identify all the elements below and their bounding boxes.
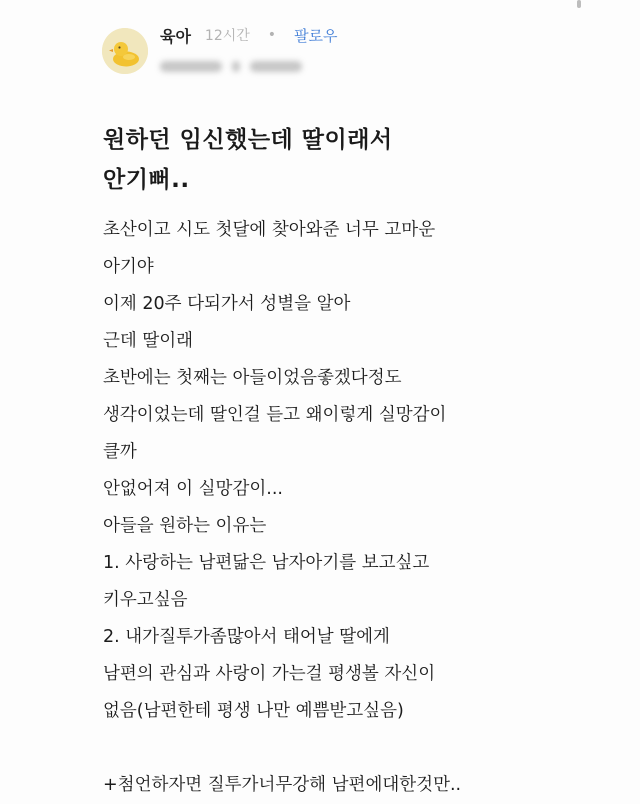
post-time: 12시간	[204, 28, 250, 44]
body-line: 안없어져 이 실망감이...	[103, 479, 283, 499]
body-line: 2. 내가질투가좀많아서 태어날 딸에게	[103, 627, 390, 647]
body-line: 1. 사랑하는 남편닮은 남자아기를 보고싶고	[103, 553, 430, 573]
title-line: 원하던 임신했는데 딸이래서	[103, 127, 393, 153]
body-line: 키우고싶음	[103, 590, 188, 610]
post-body	[103, 212, 603, 804]
rubber-duck-icon	[102, 28, 148, 74]
blurred-info	[160, 56, 302, 76]
post-content	[103, 120, 603, 804]
body-line: 이제 20주 다되가서 성별을 알아	[103, 294, 351, 314]
body-line: 클까	[103, 442, 137, 462]
body-line: 아들을 원하는 이유는	[103, 516, 267, 536]
body-line: 없음(남편한테 평생 나만 예쁨받고싶음)	[103, 701, 404, 721]
blurred-text	[160, 61, 222, 72]
blurred-text	[250, 61, 302, 72]
blank-line	[103, 730, 603, 767]
body-line: 남편의 관심과 사랑이 가는걸 평생볼 자신이	[103, 664, 436, 684]
author-name[interactable]: 육아	[160, 26, 191, 46]
follow-button[interactable]: 팔로우	[294, 26, 338, 45]
body-line: 초산이고 시도 첫달에 찾아와준 너무 고마운	[103, 220, 436, 240]
meta-separator: •	[267, 27, 277, 43]
body-line: 초반에는 첫째는 아들이었음좋겠다정도	[103, 368, 402, 388]
title-line: 안기뻐..	[103, 167, 190, 193]
post-header	[102, 20, 602, 90]
post-meta	[160, 22, 338, 48]
body-line: 아기야	[103, 257, 154, 277]
body-line: 근데 딸이래	[103, 331, 194, 351]
avatar[interactable]	[102, 28, 148, 74]
body-line: 생각이었는데 딸인걸 듣고 왜이렇게 실망감이	[103, 405, 447, 425]
blurred-text	[232, 61, 240, 72]
scrollbar[interactable]	[577, 0, 581, 8]
body-line: +첨언하자면 질투가너무강해 남편에대한것만..	[103, 775, 462, 795]
post-title	[103, 120, 603, 200]
